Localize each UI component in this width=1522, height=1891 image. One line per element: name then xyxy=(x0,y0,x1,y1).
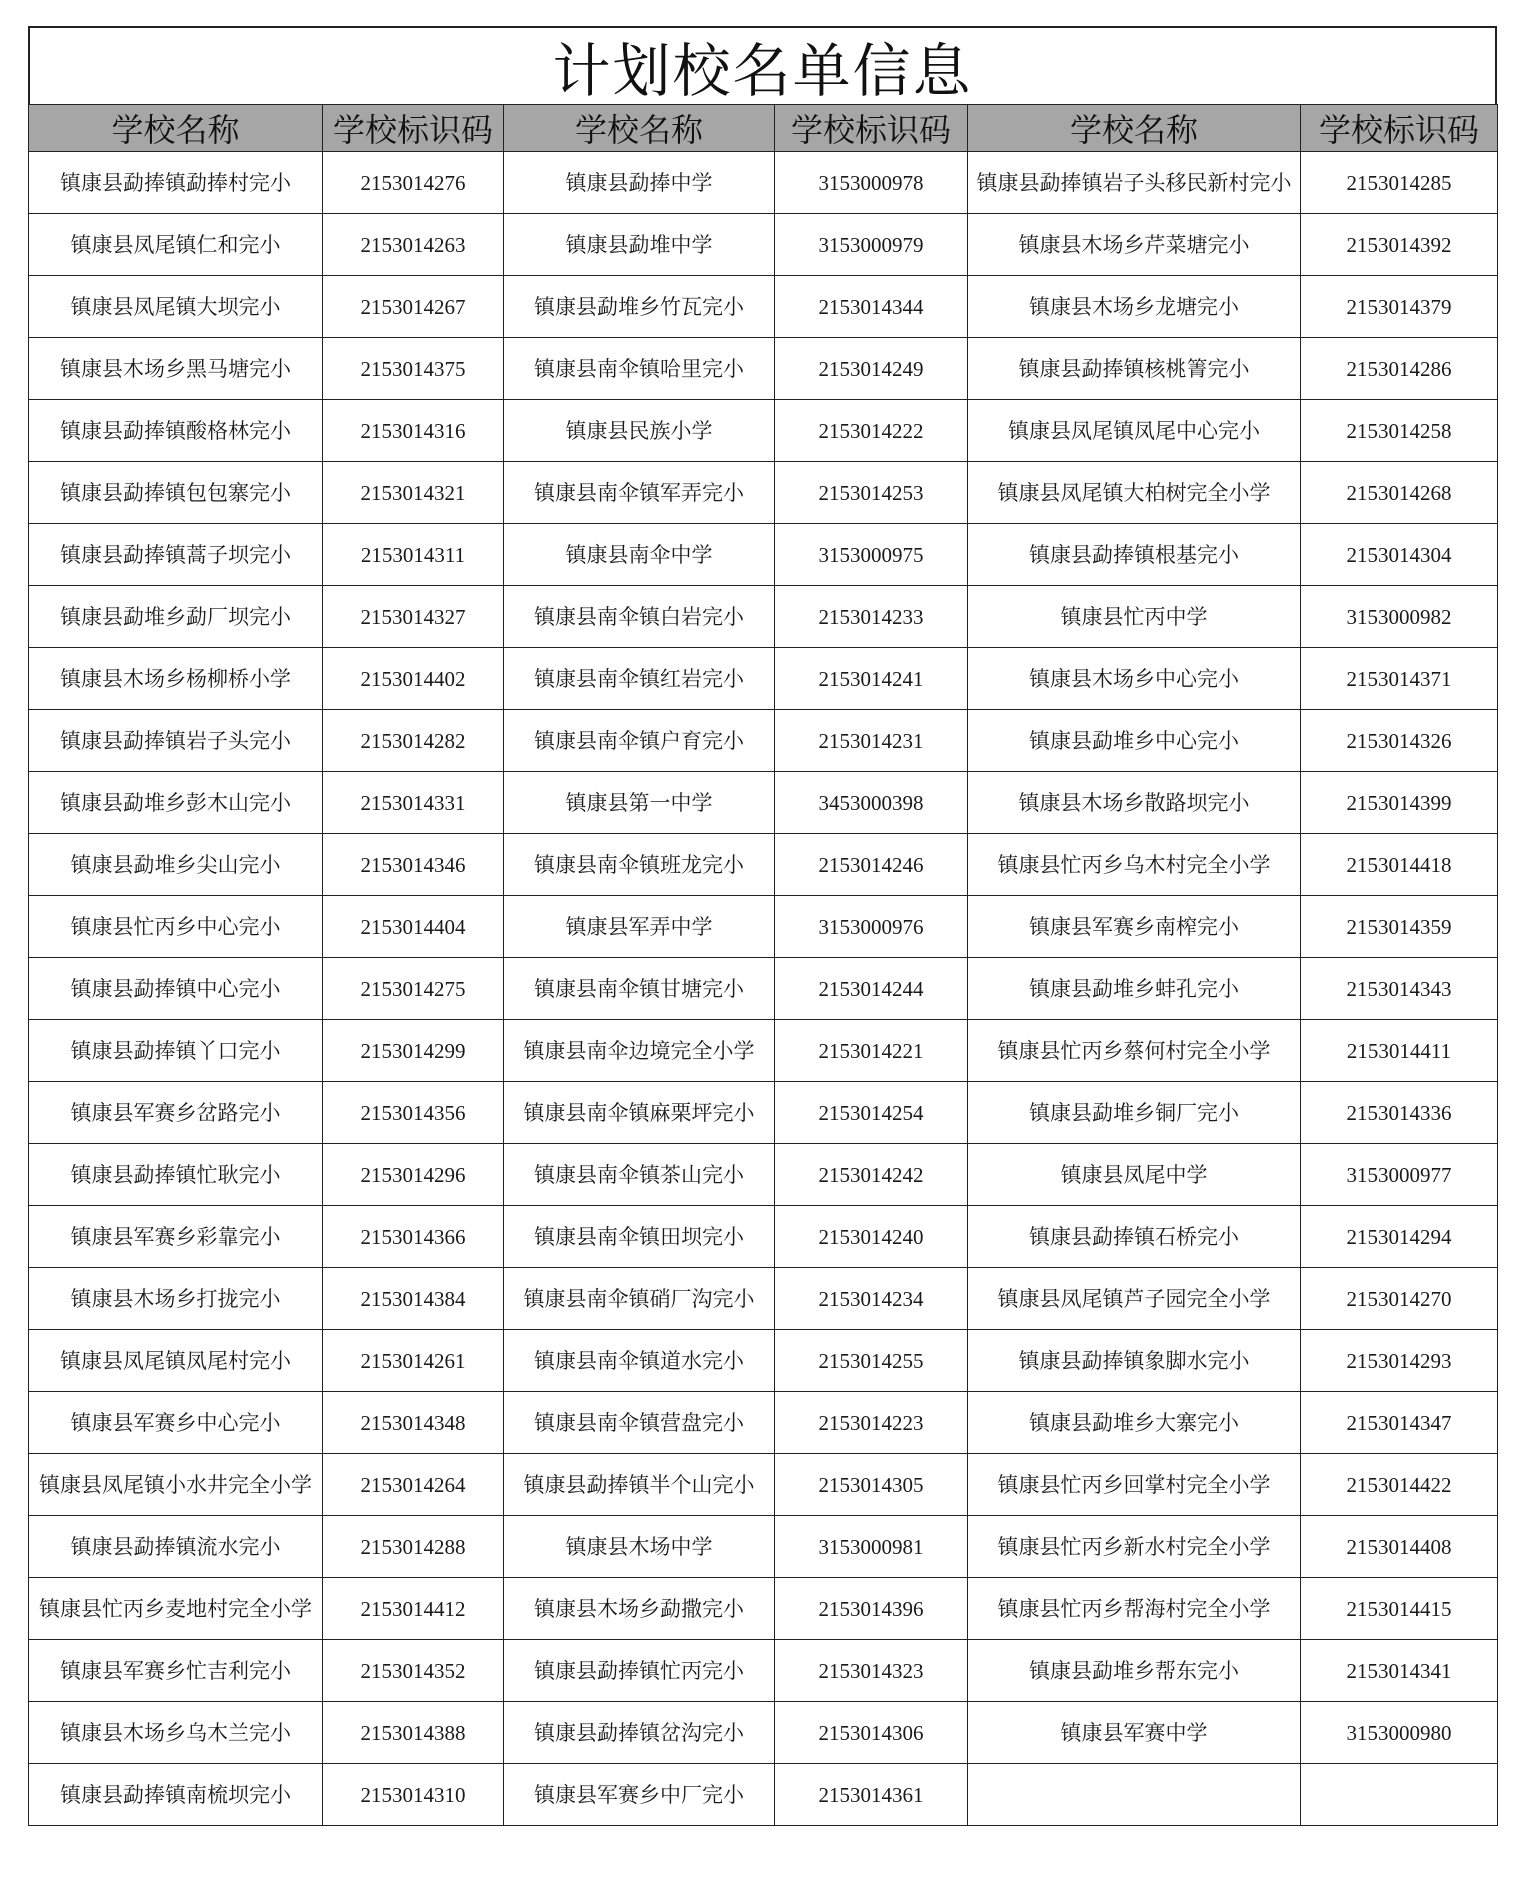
table-row xyxy=(29,338,1498,400)
school-code-cell: 2153014275 xyxy=(323,958,504,1020)
school-code-cell: 2153014304 xyxy=(1301,524,1498,586)
school-code-cell: 2153014242 xyxy=(775,1144,968,1206)
school-name-cell: 镇康县凤尾中学 xyxy=(968,1144,1301,1206)
school-code-cell: 2153014305 xyxy=(775,1454,968,1516)
school-name-cell: 镇康县木场乡杨柳桥小学 xyxy=(29,648,323,710)
school-name-cell: 镇康县勐捧镇丫口完小 xyxy=(29,1020,323,1082)
table-row xyxy=(29,214,1498,276)
table-row xyxy=(29,1144,1498,1206)
school-name-cell: 镇康县木场乡打拢完小 xyxy=(29,1268,323,1330)
header-school-code: 学校标识码 xyxy=(1301,105,1498,152)
school-name-cell: 镇康县勐捧镇石桥完小 xyxy=(968,1206,1301,1268)
school-name-cell: 镇康县勐堆乡蚌孔完小 xyxy=(968,958,1301,1020)
school-code-cell: 2153014392 xyxy=(1301,214,1498,276)
school-name-cell: 镇康县勐捧中学 xyxy=(504,152,775,214)
school-name-cell: 镇康县勐捧镇包包寨完小 xyxy=(29,462,323,524)
school-name-cell: 镇康县凤尾镇仁和完小 xyxy=(29,214,323,276)
school-name-cell: 镇康县凤尾镇芦子园完全小学 xyxy=(968,1268,1301,1330)
header-school-name: 学校名称 xyxy=(29,105,323,152)
school-name-cell: 镇康县南伞镇户育完小 xyxy=(504,710,775,772)
school-code-cell: 2153014222 xyxy=(775,400,968,462)
school-name-cell: 镇康县军赛乡中厂完小 xyxy=(504,1764,775,1826)
school-name-cell: 镇康县军赛乡中心完小 xyxy=(29,1392,323,1454)
table-body xyxy=(29,152,1498,1826)
school-code-cell: 2153014402 xyxy=(323,648,504,710)
school-code-cell: 3153000976 xyxy=(775,896,968,958)
school-code-cell: 2153014286 xyxy=(1301,338,1498,400)
header-school-code: 学校标识码 xyxy=(775,105,968,152)
school-name-cell: 镇康县勐捧镇酸格林完小 xyxy=(29,400,323,462)
school-name-cell: 镇康县木场乡龙塘完小 xyxy=(968,276,1301,338)
school-name-cell: 镇康县勐捧镇象脚水完小 xyxy=(968,1330,1301,1392)
school-list-sheet xyxy=(28,26,1497,1826)
school-name-cell: 镇康县勐捧镇流水完小 xyxy=(29,1516,323,1578)
school-code-cell: 2153014422 xyxy=(1301,1454,1498,1516)
school-code-cell: 2153014411 xyxy=(1301,1020,1498,1082)
school-code-cell: 2153014343 xyxy=(1301,958,1498,1020)
school-name-cell: 镇康县南伞镇道水完小 xyxy=(504,1330,775,1392)
table-row xyxy=(29,1268,1498,1330)
school-code-cell: 2153014285 xyxy=(1301,152,1498,214)
school-name-cell: 镇康县忙丙乡乌木村完全小学 xyxy=(968,834,1301,896)
school-code-cell: 2153014348 xyxy=(323,1392,504,1454)
school-code-cell: 2153014223 xyxy=(775,1392,968,1454)
school-code-cell: 2153014336 xyxy=(1301,1082,1498,1144)
school-code-cell: 2153014253 xyxy=(775,462,968,524)
school-name-cell: 镇康县勐堆乡尖山完小 xyxy=(29,834,323,896)
school-code-cell: 2153014263 xyxy=(323,214,504,276)
school-code-cell: 2153014231 xyxy=(775,710,968,772)
school-name-cell: 镇康县第一中学 xyxy=(504,772,775,834)
school-name-cell: 镇康县军赛乡南榨完小 xyxy=(968,896,1301,958)
school-code-cell: 2153014234 xyxy=(775,1268,968,1330)
school-code-cell: 2153014276 xyxy=(323,152,504,214)
table-row xyxy=(29,772,1498,834)
school-name-cell: 镇康县勐捧镇岔沟完小 xyxy=(504,1702,775,1764)
school-name-cell: 镇康县南伞镇班龙完小 xyxy=(504,834,775,896)
school-code-cell: 3153000981 xyxy=(775,1516,968,1578)
school-code-cell: 2153014294 xyxy=(1301,1206,1498,1268)
school-code-cell: 2153014384 xyxy=(323,1268,504,1330)
table-row xyxy=(29,834,1498,896)
school-code-cell: 2153014418 xyxy=(1301,834,1498,896)
school-name-cell: 镇康县勐堆乡勐厂坝完小 xyxy=(29,586,323,648)
school-code-cell: 2153014311 xyxy=(323,524,504,586)
school-name-cell: 镇康县忙丙乡麦地村完全小学 xyxy=(29,1578,323,1640)
school-code-cell: 2153014268 xyxy=(1301,462,1498,524)
table-row xyxy=(29,710,1498,772)
school-code-cell: 2153014221 xyxy=(775,1020,968,1082)
table-row xyxy=(29,586,1498,648)
school-code-cell xyxy=(1301,1764,1498,1826)
school-name-cell: 镇康县勐堆乡大寨完小 xyxy=(968,1392,1301,1454)
header-school-code: 学校标识码 xyxy=(323,105,504,152)
school-name-cell: 镇康县凤尾镇凤尾村完小 xyxy=(29,1330,323,1392)
school-name-cell: 镇康县木场乡芹菜塘完小 xyxy=(968,214,1301,276)
school-code-cell: 3153000975 xyxy=(775,524,968,586)
school-code-cell: 2153014261 xyxy=(323,1330,504,1392)
table-row xyxy=(29,1578,1498,1640)
school-code-cell: 2153014267 xyxy=(323,276,504,338)
school-name-cell: 镇康县勐捧镇南梳坝完小 xyxy=(29,1764,323,1826)
table-row xyxy=(29,1392,1498,1454)
school-name-cell: 镇康县木场乡散路坝完小 xyxy=(968,772,1301,834)
school-code-cell: 2153014352 xyxy=(323,1640,504,1702)
table-row xyxy=(29,1082,1498,1144)
school-code-cell: 2153014371 xyxy=(1301,648,1498,710)
school-code-cell: 2153014323 xyxy=(775,1640,968,1702)
school-name-cell: 镇康县勐堆乡竹瓦完小 xyxy=(504,276,775,338)
school-name-cell: 镇康县凤尾镇凤尾中心完小 xyxy=(968,400,1301,462)
table-row xyxy=(29,152,1498,214)
school-code-cell: 2153014321 xyxy=(323,462,504,524)
school-name-cell: 镇康县木场乡中心完小 xyxy=(968,648,1301,710)
school-name-cell: 镇康县忙丙乡回掌村完全小学 xyxy=(968,1454,1301,1516)
school-name-cell: 镇康县木场乡勐撒完小 xyxy=(504,1578,775,1640)
school-code-cell: 2153014331 xyxy=(323,772,504,834)
school-code-cell: 2153014288 xyxy=(323,1516,504,1578)
page-title: 计划校名单信息 xyxy=(28,26,1497,104)
school-code-cell: 3153000978 xyxy=(775,152,968,214)
school-name-cell: 镇康县勐堆乡铜厂完小 xyxy=(968,1082,1301,1144)
school-code-cell: 2153014310 xyxy=(323,1764,504,1826)
school-code-cell: 2153014270 xyxy=(1301,1268,1498,1330)
school-name-cell: 镇康县南伞边境完全小学 xyxy=(504,1020,775,1082)
school-name-cell: 镇康县勐捧镇根基完小 xyxy=(968,524,1301,586)
school-code-cell: 2153014359 xyxy=(1301,896,1498,958)
school-name-cell: 镇康县军赛中学 xyxy=(968,1702,1301,1764)
school-code-cell: 2153014293 xyxy=(1301,1330,1498,1392)
table-row xyxy=(29,276,1498,338)
school-code-cell: 2153014404 xyxy=(323,896,504,958)
school-name-cell: 镇康县勐捧镇核桃箐完小 xyxy=(968,338,1301,400)
header-school-name: 学校名称 xyxy=(504,105,775,152)
school-name-cell: 镇康县军赛乡忙吉利完小 xyxy=(29,1640,323,1702)
school-code-cell: 2153014366 xyxy=(323,1206,504,1268)
school-name-cell: 镇康县南伞镇麻栗坪完小 xyxy=(504,1082,775,1144)
school-name-cell: 镇康县南伞镇硝厂沟完小 xyxy=(504,1268,775,1330)
school-name-cell: 镇康县勐堆中学 xyxy=(504,214,775,276)
table-row xyxy=(29,896,1498,958)
school-code-cell: 2153014388 xyxy=(323,1702,504,1764)
school-name-cell: 镇康县民族小学 xyxy=(504,400,775,462)
school-name-cell: 镇康县勐捧镇蒿子坝完小 xyxy=(29,524,323,586)
header-row xyxy=(29,105,1498,152)
school-code-cell: 2153014255 xyxy=(775,1330,968,1392)
school-code-cell: 2153014240 xyxy=(775,1206,968,1268)
school-code-cell: 2153014408 xyxy=(1301,1516,1498,1578)
school-name-cell: 镇康县凤尾镇大坝完小 xyxy=(29,276,323,338)
school-code-cell: 2153014246 xyxy=(775,834,968,896)
school-code-cell: 2153014361 xyxy=(775,1764,968,1826)
school-name-cell: 镇康县忙丙乡中心完小 xyxy=(29,896,323,958)
school-name-cell: 镇康县南伞镇红岩完小 xyxy=(504,648,775,710)
school-name-cell: 镇康县军赛乡彩靠完小 xyxy=(29,1206,323,1268)
school-name-cell: 镇康县凤尾镇小水井完全小学 xyxy=(29,1454,323,1516)
table-row xyxy=(29,524,1498,586)
school-name-cell: 镇康县军赛乡岔路完小 xyxy=(29,1082,323,1144)
school-name-cell: 镇康县勐捧镇忙丙完小 xyxy=(504,1640,775,1702)
school-code-cell: 2153014326 xyxy=(1301,710,1498,772)
school-table xyxy=(28,104,1498,1826)
table-row xyxy=(29,958,1498,1020)
table-row xyxy=(29,1640,1498,1702)
table-row xyxy=(29,1454,1498,1516)
school-name-cell: 镇康县忙丙中学 xyxy=(968,586,1301,648)
table-row xyxy=(29,1206,1498,1268)
school-code-cell: 2153014344 xyxy=(775,276,968,338)
school-code-cell: 2153014241 xyxy=(775,648,968,710)
table-row xyxy=(29,462,1498,524)
school-code-cell: 2153014254 xyxy=(775,1082,968,1144)
school-name-cell: 镇康县勐捧镇岩子头移民新村完小 xyxy=(968,152,1301,214)
school-code-cell: 2153014341 xyxy=(1301,1640,1498,1702)
school-name-cell: 镇康县勐堆乡中心完小 xyxy=(968,710,1301,772)
school-name-cell: 镇康县勐堆乡帮东完小 xyxy=(968,1640,1301,1702)
school-code-cell: 2153014346 xyxy=(323,834,504,896)
school-name-cell xyxy=(968,1764,1301,1826)
school-name-cell: 镇康县南伞镇哈里完小 xyxy=(504,338,775,400)
school-name-cell: 镇康县忙丙乡新水村完全小学 xyxy=(968,1516,1301,1578)
school-name-cell: 镇康县南伞中学 xyxy=(504,524,775,586)
table-row xyxy=(29,400,1498,462)
school-code-cell: 3153000982 xyxy=(1301,586,1498,648)
school-name-cell: 镇康县南伞镇田坝完小 xyxy=(504,1206,775,1268)
school-code-cell: 2153014282 xyxy=(323,710,504,772)
school-name-cell: 镇康县勐堆乡彭木山完小 xyxy=(29,772,323,834)
school-name-cell: 镇康县南伞镇营盘完小 xyxy=(504,1392,775,1454)
school-code-cell: 3453000398 xyxy=(775,772,968,834)
school-name-cell: 镇康县木场中学 xyxy=(504,1516,775,1578)
table-row xyxy=(29,648,1498,710)
school-code-cell: 3153000980 xyxy=(1301,1702,1498,1764)
table-row xyxy=(29,1330,1498,1392)
school-code-cell: 2153014233 xyxy=(775,586,968,648)
school-code-cell: 2153014316 xyxy=(323,400,504,462)
school-code-cell: 2153014356 xyxy=(323,1082,504,1144)
school-name-cell: 镇康县南伞镇茶山完小 xyxy=(504,1144,775,1206)
school-code-cell: 2153014399 xyxy=(1301,772,1498,834)
school-name-cell: 镇康县勐捧镇忙耿完小 xyxy=(29,1144,323,1206)
school-code-cell: 3153000979 xyxy=(775,214,968,276)
school-code-cell: 2153014258 xyxy=(1301,400,1498,462)
school-code-cell: 2153014296 xyxy=(323,1144,504,1206)
school-code-cell: 2153014249 xyxy=(775,338,968,400)
school-name-cell: 镇康县木场乡乌木兰完小 xyxy=(29,1702,323,1764)
school-name-cell: 镇康县南伞镇白岩完小 xyxy=(504,586,775,648)
school-name-cell: 镇康县军弄中学 xyxy=(504,896,775,958)
school-name-cell: 镇康县凤尾镇大柏树完全小学 xyxy=(968,462,1301,524)
school-name-cell: 镇康县南伞镇甘塘完小 xyxy=(504,958,775,1020)
school-code-cell: 2153014347 xyxy=(1301,1392,1498,1454)
school-code-cell: 2153014396 xyxy=(775,1578,968,1640)
header-school-name: 学校名称 xyxy=(968,105,1301,152)
school-code-cell: 2153014299 xyxy=(323,1020,504,1082)
table-row xyxy=(29,1516,1498,1578)
school-name-cell: 镇康县勐捧镇勐捧村完小 xyxy=(29,152,323,214)
table-row xyxy=(29,1764,1498,1826)
school-code-cell: 2153014306 xyxy=(775,1702,968,1764)
school-code-cell: 2153014264 xyxy=(323,1454,504,1516)
table-row xyxy=(29,1020,1498,1082)
school-code-cell: 2153014375 xyxy=(323,338,504,400)
school-code-cell: 2153014415 xyxy=(1301,1578,1498,1640)
school-name-cell: 镇康县勐捧镇岩子头完小 xyxy=(29,710,323,772)
school-name-cell: 镇康县忙丙乡帮海村完全小学 xyxy=(968,1578,1301,1640)
school-code-cell: 2153014327 xyxy=(323,586,504,648)
school-name-cell: 镇康县木场乡黑马塘完小 xyxy=(29,338,323,400)
school-name-cell: 镇康县勐捧镇中心完小 xyxy=(29,958,323,1020)
school-code-cell: 2153014379 xyxy=(1301,276,1498,338)
school-name-cell: 镇康县勐捧镇半个山完小 xyxy=(504,1454,775,1516)
school-code-cell: 3153000977 xyxy=(1301,1144,1498,1206)
school-name-cell: 镇康县南伞镇军弄完小 xyxy=(504,462,775,524)
school-name-cell: 镇康县忙丙乡蔡何村完全小学 xyxy=(968,1020,1301,1082)
school-code-cell: 2153014412 xyxy=(323,1578,504,1640)
school-code-cell: 2153014244 xyxy=(775,958,968,1020)
table-row xyxy=(29,1702,1498,1764)
